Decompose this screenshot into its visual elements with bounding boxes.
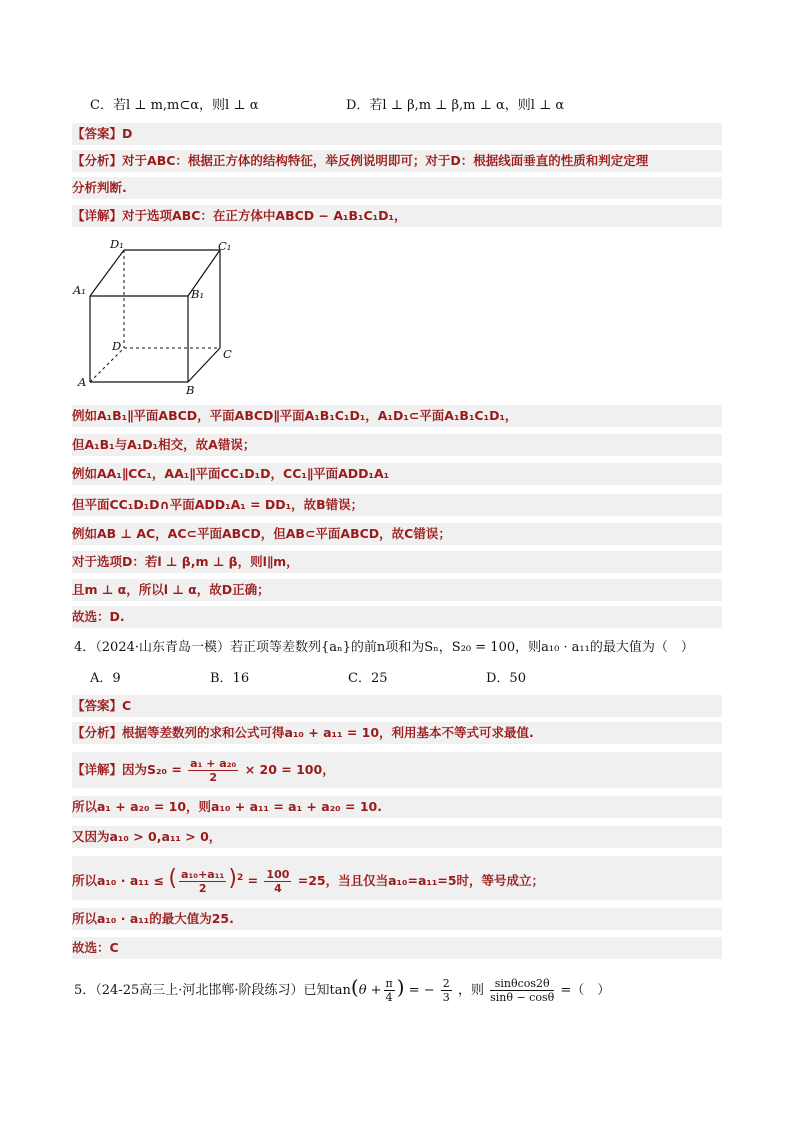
- analysis-row-2: [72, 177, 722, 199]
- q5-pi-num: π: [385, 977, 393, 990]
- label-d1: D₁: [110, 237, 124, 251]
- detail-line-5: 例如AB ⊥ AC，AC⊂平面ABCD，但AB⊂平面ABCD，故C错误；: [72, 523, 722, 545]
- label-a1: A₁: [73, 283, 86, 297]
- q4-analysis-tag: 【分析】: [72, 725, 123, 740]
- q4-option-c: C．25: [348, 671, 388, 686]
- detail-line-2: 但A₁B₁与A₁D₁相交，故A错误；: [72, 434, 722, 456]
- q4-detail-line-5: 所以a₁₀ · a₁₁的最大值为25.: [72, 908, 722, 930]
- q4-answer-tag: 【答案】: [72, 698, 123, 713]
- q4-detail-pre: 因为S₂₀ =: [122, 762, 182, 777]
- q4-avg-num: a₁₀+a₁₁: [181, 868, 225, 882]
- q5-expr-num: sinθcos2θ: [490, 977, 554, 991]
- q4-detail-line-3: 又因为a₁₀ > 0,a₁₁ > 0，: [72, 826, 722, 848]
- q5-stem-mid: = −: [408, 983, 435, 998]
- answer-value: D: [122, 126, 133, 141]
- q4-detail-line-4: [72, 856, 722, 900]
- q4-answer-row: [72, 695, 722, 717]
- q4-option-a: A．9: [90, 671, 121, 686]
- detail-line-1: 例如A₁B₁∥平面ABCD，平面ABCD∥平面A₁B₁C₁D₁，A₁D₁⊂平面A₁B₁C₁D₁，: [72, 405, 722, 427]
- q5-value-den: 3: [442, 991, 450, 1004]
- q5-theta: θ +: [358, 983, 382, 998]
- q5-expr-fraction: [490, 977, 554, 1004]
- detail-line-4: 但平面CC₁D₁D∩平面ADD₁A₁ = DD₁，故B错误；: [72, 494, 722, 516]
- q4-paren-open: (: [168, 866, 178, 892]
- option-d: D．若l ⊥ β,m ⊥ β,m ⊥ α，则l ⊥ α: [346, 98, 565, 113]
- q4-avg-den: 2: [198, 882, 207, 896]
- label-d: D: [112, 339, 122, 353]
- q5-value-fraction: [441, 977, 452, 1004]
- q4-detail-line-6: 故选：C: [72, 937, 722, 959]
- q5-paren-open: (: [350, 975, 359, 999]
- q4-hundred-den: 4: [274, 882, 282, 896]
- q5-paren-close: ): [396, 975, 405, 999]
- edge-ad-hidden: [90, 348, 124, 382]
- detail-intro: 对于选项ABC：在正方体中ABCD − A₁B₁C₁D₁，: [122, 208, 407, 223]
- q4-analysis-row: [72, 722, 722, 744]
- q4-avg-fraction: [179, 868, 226, 895]
- q4-sum-fraction: [188, 757, 238, 784]
- answer-tag: 【答案】: [72, 126, 123, 141]
- q4-d4-mid: =: [247, 873, 259, 889]
- q5-stem-pre: 5．（24-25高三上·河北邯郸·阶段练习）已知tan: [74, 983, 351, 998]
- label-c: C: [223, 347, 232, 361]
- q4-square-exponent: 2: [236, 873, 244, 883]
- q4-detail-tag: 【详解】: [72, 762, 123, 777]
- detail-line-8: 故选：D.: [72, 606, 722, 628]
- label-b: B: [186, 383, 195, 396]
- q4-paren-close: ): [228, 866, 237, 892]
- detail-tag: 【详解】: [72, 208, 123, 223]
- q4-detail-row: [72, 752, 722, 788]
- q4-detail-post: × 20 = 100，: [244, 762, 335, 777]
- question-4-stem: 4．（2024·山东青岛一模）若正项等差数列{aₙ}的前n项和为Sₙ，S₂₀ = 100，则a₁₀ · a₁₁的最大值为（ ）: [74, 640, 694, 655]
- q5-pi-fraction: [384, 977, 395, 1004]
- detail-row: [72, 205, 722, 227]
- q4-d4-pre: 所以a₁₀ · a₁₁ ≤: [72, 873, 165, 889]
- analysis-tag: 【分析】: [72, 153, 123, 168]
- q4-analysis-text: 根据等差数列的求和公式可得a₁₀ + a₁₁ = 10，利用基本不等式可求最值.: [122, 725, 534, 740]
- q4-answer-value: C: [122, 698, 132, 713]
- q4-sum-den: 2: [209, 771, 218, 784]
- analysis-text: 对于ABC：根据正方体的结构特征，举反例说明即可；对于D：根据线面垂直的性质和判定定理: [122, 153, 649, 168]
- answer-row: [72, 123, 722, 145]
- cube-figure: [72, 236, 234, 396]
- q4-detail-line-2: 所以a₁ + a₂₀ = 10，则a₁₀ + a₁₁ = a₁ + a₂₀ = 10.: [72, 796, 722, 818]
- detail-line-7: 且m ⊥ α，所以l ⊥ α，故D正确；: [72, 579, 722, 601]
- analysis-row: [72, 150, 722, 172]
- label-c1: C₁: [218, 239, 232, 253]
- edge-a1d1: [90, 250, 124, 296]
- detail-line-3: 例如AA₁∥CC₁，AA₁∥平面CC₁D₁D，CC₁∥平面ADD₁A₁: [72, 463, 722, 485]
- q5-pi-den: 4: [385, 991, 393, 1004]
- q4-sum-num: a₁ + a₂₀: [190, 757, 237, 770]
- q4-hundred-num: 100: [266, 868, 290, 882]
- label-a: A: [78, 375, 87, 389]
- label-b1: B₁: [191, 287, 205, 301]
- q4-option-b: B．16: [210, 671, 250, 686]
- question-5-stem: [74, 970, 724, 1004]
- q4-d4-post: =25，当且仅当a₁₀=a₁₁=5时，等号成立；: [297, 873, 545, 889]
- detail-line-6: 对于选项D：若l ⊥ β,m ⊥ β，则l∥m，: [72, 551, 722, 573]
- analysis-text-2: 分析判断.: [72, 180, 127, 195]
- q5-stem-then: ，则: [457, 983, 484, 998]
- q5-value-num: 2: [442, 977, 450, 990]
- cube-diagram: [72, 236, 234, 396]
- q5-expr-den: sinθ − cosθ: [490, 991, 555, 1004]
- q4-hundred-fraction: [264, 868, 291, 895]
- q5-stem-post: =（ ）: [560, 983, 611, 998]
- q4-option-d: D．50: [486, 671, 526, 686]
- option-c: C．若l ⊥ m,m⊂α，则l ⊥ α: [90, 98, 259, 113]
- edge-bc: [188, 348, 220, 382]
